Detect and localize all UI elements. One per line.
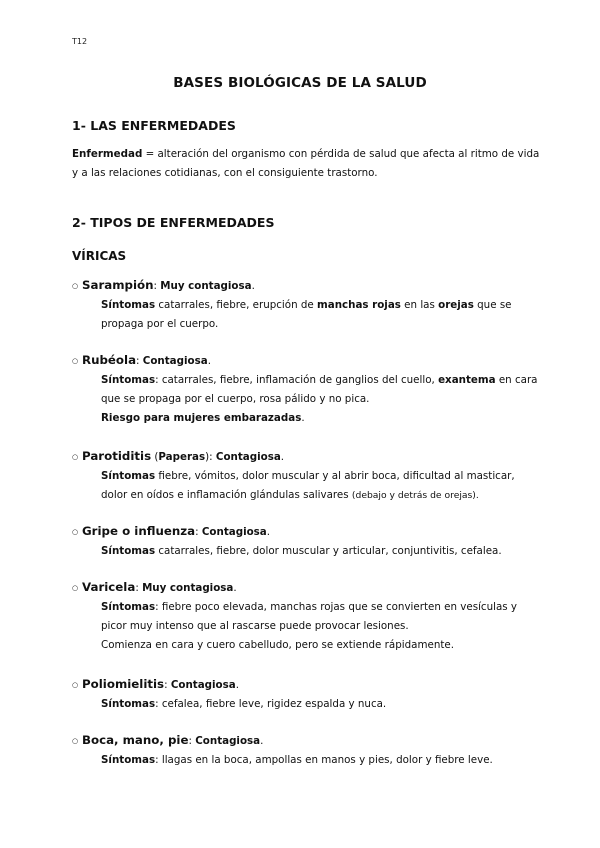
- symptoms-text: [101, 598, 541, 636]
- symptoms-part: en cara que se propaga por el cuerpo, rosa pálido y no pica.: [101, 374, 538, 405]
- disease-name: Boca, mano, pie: [82, 733, 189, 747]
- disease-name: Rubéola: [82, 353, 137, 367]
- symptoms-part: en las: [400, 299, 439, 311]
- symptoms-text: [101, 542, 541, 561]
- symptoms-part: fiebre, vómitos, dolor muscular y al abrir boca, dificultad al masticar, dolor en oídos e inflamación glándulas salivares: [101, 470, 515, 501]
- subheading-viricas: VÍRICAS: [72, 249, 127, 263]
- symptoms-label: Síntomas: [101, 601, 156, 613]
- circle-bullet-icon: ○: [72, 357, 79, 365]
- disease-name: Varicela: [82, 580, 136, 594]
- symptoms-text: [101, 296, 541, 334]
- disease-heading: [72, 449, 542, 463]
- symptoms-part: : catarrales, fiebre, inflamación de ganglios del cuello,: [155, 374, 439, 386]
- contagion-level: Muy contagiosa: [160, 280, 252, 292]
- alternate-name: Paperas: [158, 451, 206, 463]
- symptoms-text: [101, 751, 541, 770]
- symptoms-text: [101, 371, 541, 409]
- circle-bullet-icon: ○: [72, 282, 79, 290]
- symptoms-note: (debajo y detrás de orejas).: [351, 489, 479, 501]
- symptoms-label: Síntomas: [101, 698, 156, 710]
- contagion-level: Contagiosa: [142, 355, 208, 367]
- symptoms-text: [101, 467, 541, 506]
- punctuation: .: [251, 280, 255, 292]
- disease-heading: [72, 580, 542, 594]
- punctuation: .: [207, 355, 211, 367]
- separator: :: [153, 280, 161, 292]
- risk-note: [101, 409, 541, 428]
- punctuation: .: [266, 526, 271, 538]
- disease-item-boca-mano-pie: [72, 733, 542, 770]
- separator: :: [164, 679, 171, 691]
- punctuation: .: [280, 451, 285, 463]
- symptoms-highlight: manchas rojas: [317, 299, 401, 311]
- disease-heading: [72, 353, 542, 367]
- disease-heading: [72, 524, 542, 538]
- separator: :: [195, 526, 202, 538]
- disease-item-rubeola: [72, 353, 542, 427]
- symptoms-part: : fiebre poco elevada, manchas rojas que se convierten en vesículas y picor muy intenso que al rascarse puede provocar lesiones.: [101, 601, 518, 632]
- contagion-level: Contagiosa: [201, 526, 267, 538]
- disease-item-poliomielitis: [72, 677, 542, 714]
- section-heading-enfermedades: 1- LAS ENFERMEDADES: [72, 118, 236, 133]
- disease-heading: [72, 733, 542, 747]
- punctuation: .: [233, 582, 237, 594]
- circle-bullet-icon: ○: [72, 737, 79, 745]
- definition-text: = alteración del organismo con pérdida de salud que afecta al ritmo de vida y a las relaciones cotidianas, con el consiguiente trastorno.: [72, 148, 540, 179]
- page-code: T12: [72, 37, 88, 46]
- definition-paragraph: [72, 145, 542, 182]
- disease-name: Poliomielitis: [82, 677, 165, 691]
- symptoms-part: que se propaga por el cuerpo.: [101, 299, 512, 330]
- contagion-level: Muy contagiosa: [142, 582, 234, 594]
- symptoms-part: catarrales, fiebre, dolor muscular y articular, conjuntivitis, cefalea.: [155, 545, 502, 557]
- disease-heading: [72, 278, 542, 292]
- symptoms-label: Síntomas: [101, 374, 156, 386]
- page-title: BASES BIOLÓGICAS DE LA SALUD: [173, 75, 427, 91]
- symptoms-text: [101, 695, 541, 714]
- disease-heading: [72, 677, 542, 691]
- symptoms-highlight: orejas: [438, 299, 474, 311]
- disease-item-gripe: [72, 524, 542, 561]
- symptoms-label: Síntomas: [101, 470, 156, 482]
- separator: (: [151, 451, 159, 463]
- circle-bullet-icon: ○: [72, 453, 79, 461]
- punctuation: .: [260, 735, 264, 747]
- symptoms-label: Síntomas: [101, 754, 156, 766]
- symptoms-part: : cefalea, fiebre leve, rigidez espalda y nuca.: [155, 698, 387, 710]
- extra-note: Comienza en cara y cuero cabelludo, pero se extiende rápidamente.: [101, 638, 454, 651]
- disease-item-parotiditis: [72, 449, 542, 506]
- punctuation: .: [235, 679, 239, 691]
- separator: :: [188, 735, 196, 747]
- disease-name: Sarampión: [82, 278, 154, 292]
- separator: :: [135, 582, 143, 594]
- disease-name: Gripe o influenza: [82, 524, 196, 538]
- section-heading-tipos: 2- TIPOS DE ENFERMEDADES: [72, 215, 275, 230]
- separator: :: [136, 355, 143, 367]
- symptoms-part: catarrales, fiebre, erupción de: [155, 299, 318, 311]
- symptoms-part: : llagas en la boca, ampollas en manos y pies, dolor y fiebre leve.: [155, 754, 493, 766]
- separator: ):: [205, 451, 216, 463]
- contagion-level: Contagiosa: [170, 679, 236, 691]
- circle-bullet-icon: ○: [72, 681, 79, 689]
- symptoms-label: Síntomas: [101, 299, 156, 311]
- disease-item-sarampion: [72, 278, 542, 334]
- symptoms-highlight: exantema: [438, 374, 496, 386]
- punctuation: .: [301, 411, 305, 424]
- disease-item-varicela: [72, 580, 542, 654]
- contagion-level: Contagiosa: [195, 735, 261, 747]
- disease-name: Parotiditis: [82, 449, 152, 463]
- contagion-level: Contagiosa: [215, 451, 281, 463]
- circle-bullet-icon: ○: [72, 528, 79, 536]
- definition-term: Enfermedad: [72, 148, 143, 160]
- circle-bullet-icon: ○: [72, 584, 79, 592]
- symptoms-label: Síntomas: [101, 545, 156, 557]
- risk-text: Riesgo para mujeres embarazadas: [101, 411, 302, 424]
